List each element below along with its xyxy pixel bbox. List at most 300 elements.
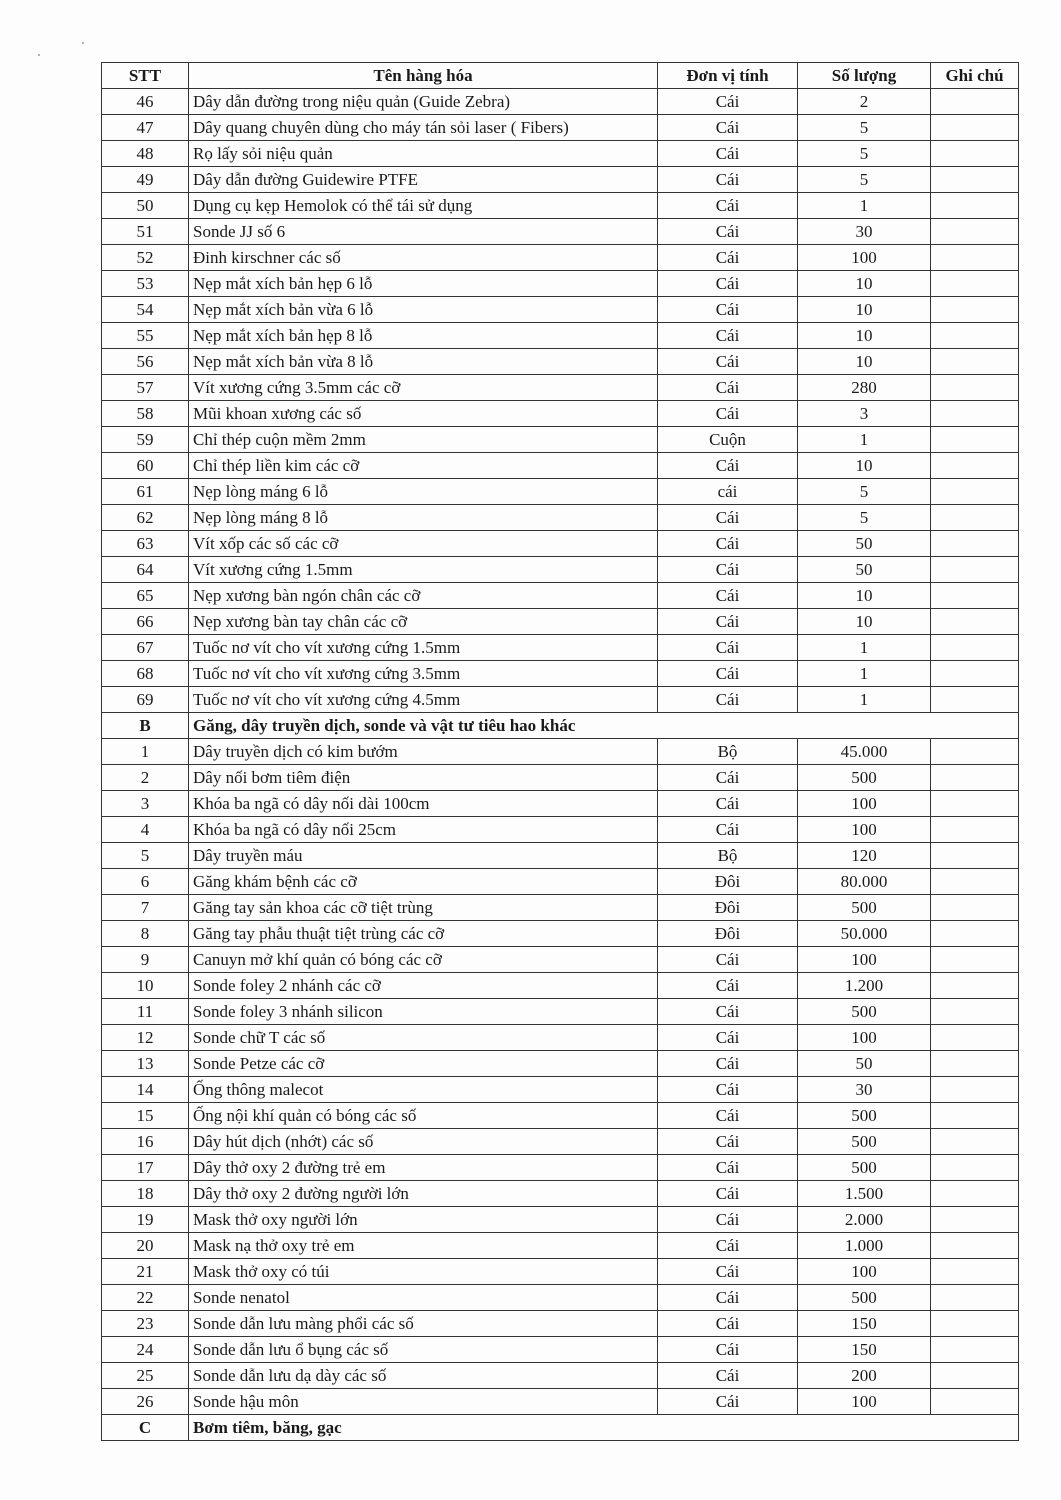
cell-name: Dây hút dịch (nhớt) các số: [189, 1129, 658, 1155]
table-row: [102, 271, 1019, 297]
cell-qty: 50: [798, 1051, 931, 1077]
table-row: [102, 739, 1019, 765]
cell-qty: 1: [798, 687, 931, 713]
cell-name: Mask thở oxy người lớn: [189, 1207, 658, 1233]
cell-stt: 3: [102, 791, 189, 817]
table-row: [102, 1285, 1019, 1311]
cell-name: Dây truyền máu: [189, 843, 658, 869]
cell-stt: 10: [102, 973, 189, 999]
cell-stt: 65: [102, 583, 189, 609]
cell-stt: 24: [102, 1337, 189, 1363]
cell-stt: 50: [102, 193, 189, 219]
cell-name: Ống thông malecot: [189, 1077, 658, 1103]
cell-unit: Cái: [658, 531, 798, 557]
cell-qty: 10: [798, 583, 931, 609]
table-row: [102, 505, 1019, 531]
cell-qty: 2.000: [798, 1207, 931, 1233]
cell-unit: Cái: [658, 1233, 798, 1259]
cell-stt: 68: [102, 661, 189, 687]
cell-unit: Đôi: [658, 895, 798, 921]
cell-unit: Cái: [658, 1337, 798, 1363]
cell-unit: Cái: [658, 609, 798, 635]
cell-note: [931, 505, 1019, 531]
table-row: [102, 453, 1019, 479]
cell-name: Găng khám bệnh các cỡ: [189, 869, 658, 895]
cell-qty: 1: [798, 635, 931, 661]
cell-name: Dây thở oxy 2 đường trẻ em: [189, 1155, 658, 1181]
cell-qty: 10: [798, 323, 931, 349]
table-row: [102, 791, 1019, 817]
cell-name: Nẹp mắt xích bản hẹp 8 lỗ: [189, 323, 658, 349]
cell-name: Vít xương cứng 1.5mm: [189, 557, 658, 583]
cell-note: [931, 791, 1019, 817]
cell-qty: 45.000: [798, 739, 931, 765]
cell-stt: 5: [102, 843, 189, 869]
cell-unit: Cái: [658, 323, 798, 349]
cell-unit: Cái: [658, 193, 798, 219]
section-title: Găng, dây truyền dịch, sonde và vật tư tiêu hao khác: [189, 713, 1019, 739]
cell-stt: 56: [102, 349, 189, 375]
table-row: [102, 479, 1019, 505]
cell-stt: 25: [102, 1363, 189, 1389]
cell-stt: 67: [102, 635, 189, 661]
cell-stt: 9: [102, 947, 189, 973]
table-row: [102, 1207, 1019, 1233]
cell-qty: 500: [798, 1129, 931, 1155]
table-row: [102, 531, 1019, 557]
cell-note: [931, 869, 1019, 895]
cell-unit: cái: [658, 479, 798, 505]
cell-qty: 30: [798, 219, 931, 245]
cell-note: [931, 765, 1019, 791]
cell-stt: 18: [102, 1181, 189, 1207]
cell-note: [931, 947, 1019, 973]
cell-qty: 10: [798, 349, 931, 375]
cell-note: [931, 1363, 1019, 1389]
cell-note: [931, 271, 1019, 297]
cell-qty: 500: [798, 999, 931, 1025]
cell-unit: Cái: [658, 297, 798, 323]
cell-stt: 22: [102, 1285, 189, 1311]
table-row: [102, 687, 1019, 713]
cell-name: Dây dẫn đường trong niệu quản (Guide Zebra): [189, 89, 658, 115]
cell-qty: 100: [798, 817, 931, 843]
cell-qty: 500: [798, 1285, 931, 1311]
header-unit: Đơn vị tính: [658, 63, 798, 89]
cell-qty: 280: [798, 375, 931, 401]
header-name: Tên hàng hóa: [189, 63, 658, 89]
cell-unit: Cái: [658, 167, 798, 193]
cell-name: Sonde nenatol: [189, 1285, 658, 1311]
cell-unit: Cái: [658, 245, 798, 271]
cell-unit: Cái: [658, 1181, 798, 1207]
cell-note: [931, 739, 1019, 765]
cell-note: [931, 1155, 1019, 1181]
table-body: [102, 89, 1019, 1441]
cell-qty: 5: [798, 505, 931, 531]
cell-unit: Cái: [658, 453, 798, 479]
cell-name: Tuốc nơ vít cho vít xương cứng 1.5mm: [189, 635, 658, 661]
cell-unit: Cái: [658, 1285, 798, 1311]
table-row: [102, 895, 1019, 921]
cell-note: [931, 323, 1019, 349]
cell-stt: 58: [102, 401, 189, 427]
cell-stt: 66: [102, 609, 189, 635]
cell-qty: 500: [798, 1155, 931, 1181]
cell-note: [931, 609, 1019, 635]
cell-name: Dây quang chuyên dùng cho máy tán sỏi laser ( Fibers): [189, 115, 658, 141]
cell-name: Chỉ thép cuộn mềm 2mm: [189, 427, 658, 453]
cell-stt: 47: [102, 115, 189, 141]
cell-qty: 3: [798, 401, 931, 427]
cell-qty: 1: [798, 661, 931, 687]
cell-note: [931, 531, 1019, 557]
cell-stt: 55: [102, 323, 189, 349]
cell-unit: Đôi: [658, 921, 798, 947]
cell-stt: 19: [102, 1207, 189, 1233]
cell-name: Sonde chữ T các số: [189, 1025, 658, 1051]
cell-stt: 49: [102, 167, 189, 193]
table-row: [102, 427, 1019, 453]
table-row: [102, 765, 1019, 791]
cell-qty: 100: [798, 1025, 931, 1051]
cell-name: Dây thở oxy 2 đường người lớn: [189, 1181, 658, 1207]
cell-unit: Bộ: [658, 843, 798, 869]
cell-qty: 500: [798, 1103, 931, 1129]
table-row: [102, 921, 1019, 947]
cell-stt: 16: [102, 1129, 189, 1155]
cell-unit: Cái: [658, 1077, 798, 1103]
cell-stt: 7: [102, 895, 189, 921]
cell-note: [931, 895, 1019, 921]
items-table: [101, 62, 1019, 1441]
cell-unit: Cái: [658, 505, 798, 531]
table-row: [102, 1259, 1019, 1285]
cell-name: Sonde dẫn lưu ổ bụng các số: [189, 1337, 658, 1363]
cell-stt: 14: [102, 1077, 189, 1103]
cell-name: Sonde JJ số 6: [189, 219, 658, 245]
cell-name: Sonde foley 3 nhánh silicon: [189, 999, 658, 1025]
cell-note: [931, 635, 1019, 661]
cell-note: [931, 1337, 1019, 1363]
cell-note: [931, 843, 1019, 869]
cell-unit: Cái: [658, 765, 798, 791]
table-row: [102, 401, 1019, 427]
cell-stt: 59: [102, 427, 189, 453]
table-row: [102, 609, 1019, 635]
cell-unit: Cái: [658, 1311, 798, 1337]
table-row: [102, 999, 1019, 1025]
cell-name: Sonde dẫn lưu màng phổi các số: [189, 1311, 658, 1337]
cell-stt: 1: [102, 739, 189, 765]
cell-unit: Cái: [658, 947, 798, 973]
cell-note: [931, 1103, 1019, 1129]
cell-name: Nẹp lòng máng 6 lỗ: [189, 479, 658, 505]
cell-name: Nẹp xương bàn tay chân các cỡ: [189, 609, 658, 635]
scan-speck: [82, 42, 84, 44]
cell-name: Chỉ thép liền kim các cỡ: [189, 453, 658, 479]
cell-stt: 53: [102, 271, 189, 297]
cell-name: Nẹp xương bàn ngón chân các cỡ: [189, 583, 658, 609]
cell-note: [931, 817, 1019, 843]
section-row: [102, 713, 1019, 739]
cell-stt: 64: [102, 557, 189, 583]
cell-name: Ống nội khí quản có bóng các số: [189, 1103, 658, 1129]
cell-note: [931, 1389, 1019, 1415]
cell-qty: 100: [798, 947, 931, 973]
cell-name: Mask nạ thở oxy trẻ em: [189, 1233, 658, 1259]
cell-qty: 1.000: [798, 1233, 931, 1259]
cell-qty: 5: [798, 479, 931, 505]
table-row: [102, 323, 1019, 349]
cell-name: Sonde hậu môn: [189, 1389, 658, 1415]
cell-unit: Cái: [658, 401, 798, 427]
table-row: [102, 635, 1019, 661]
cell-name: Khóa ba ngã có dây nối 25cm: [189, 817, 658, 843]
cell-note: [931, 999, 1019, 1025]
table-row: [102, 817, 1019, 843]
cell-note: [931, 219, 1019, 245]
cell-unit: Bộ: [658, 739, 798, 765]
cell-unit: Cái: [658, 973, 798, 999]
cell-unit: Cái: [658, 1389, 798, 1415]
header-qty: Số lượng: [798, 63, 931, 89]
cell-name: Tuốc nơ vít cho vít xương cứng 3.5mm: [189, 661, 658, 687]
table-row: [102, 661, 1019, 687]
cell-unit: Cuộn: [658, 427, 798, 453]
table-row: [102, 843, 1019, 869]
cell-qty: 100: [798, 1389, 931, 1415]
table-row: [102, 193, 1019, 219]
cell-qty: 1.200: [798, 973, 931, 999]
cell-note: [931, 167, 1019, 193]
cell-note: [931, 1129, 1019, 1155]
cell-stt: 8: [102, 921, 189, 947]
cell-qty: 5: [798, 167, 931, 193]
cell-note: [931, 1259, 1019, 1285]
cell-note: [931, 375, 1019, 401]
cell-qty: 1.500: [798, 1181, 931, 1207]
table-row: [102, 1155, 1019, 1181]
section-code: B: [102, 713, 189, 739]
table-row: [102, 1181, 1019, 1207]
cell-name: Dây truyền dịch có kim bướm: [189, 739, 658, 765]
cell-stt: 6: [102, 869, 189, 895]
cell-stt: 69: [102, 687, 189, 713]
cell-qty: 5: [798, 141, 931, 167]
cell-qty: 100: [798, 791, 931, 817]
header-note: Ghi chú: [931, 63, 1019, 89]
cell-note: [931, 349, 1019, 375]
cell-unit: Cái: [658, 1207, 798, 1233]
cell-stt: 2: [102, 765, 189, 791]
cell-name: Dụng cụ kẹp Hemolok có thể tái sử dụng: [189, 193, 658, 219]
cell-unit: Cái: [658, 1103, 798, 1129]
table-row: [102, 89, 1019, 115]
cell-note: [931, 401, 1019, 427]
cell-note: [931, 1051, 1019, 1077]
scan-speck: [38, 54, 40, 56]
cell-name: Mũi khoan xương các số: [189, 401, 658, 427]
cell-qty: 10: [798, 271, 931, 297]
cell-note: [931, 661, 1019, 687]
table-row: [102, 1311, 1019, 1337]
cell-stt: 12: [102, 1025, 189, 1051]
cell-note: [931, 583, 1019, 609]
table-row: [102, 1389, 1019, 1415]
cell-unit: Cái: [658, 817, 798, 843]
cell-name: Vít xốp các số các cỡ: [189, 531, 658, 557]
cell-qty: 80.000: [798, 869, 931, 895]
cell-unit: Cái: [658, 583, 798, 609]
cell-note: [931, 973, 1019, 999]
cell-stt: 52: [102, 245, 189, 271]
cell-qty: 500: [798, 765, 931, 791]
cell-name: Rọ lấy sỏi niệu quản: [189, 141, 658, 167]
cell-stt: 13: [102, 1051, 189, 1077]
table-row: [102, 245, 1019, 271]
table-row: [102, 297, 1019, 323]
table-row: [102, 1077, 1019, 1103]
cell-unit: Cái: [658, 1129, 798, 1155]
cell-name: Canuyn mở khí quản có bóng các cỡ: [189, 947, 658, 973]
cell-qty: 1: [798, 193, 931, 219]
cell-stt: 17: [102, 1155, 189, 1181]
cell-unit: Cái: [658, 791, 798, 817]
cell-name: Sonde foley 2 nhánh các cỡ: [189, 973, 658, 999]
cell-stt: 20: [102, 1233, 189, 1259]
cell-unit: Cái: [658, 635, 798, 661]
cell-qty: 500: [798, 895, 931, 921]
section-row: [102, 1415, 1019, 1441]
table-row: [102, 947, 1019, 973]
table-row: [102, 1025, 1019, 1051]
cell-unit: Cái: [658, 219, 798, 245]
table-row: [102, 557, 1019, 583]
table-row: [102, 1233, 1019, 1259]
cell-note: [931, 427, 1019, 453]
cell-note: [931, 1181, 1019, 1207]
cell-name: Nẹp mắt xích bản vừa 8 lỗ: [189, 349, 658, 375]
cell-note: [931, 453, 1019, 479]
table-row: [102, 141, 1019, 167]
cell-name: Khóa ba ngã có dây nối dài 100cm: [189, 791, 658, 817]
cell-unit: Cái: [658, 115, 798, 141]
cell-qty: 10: [798, 609, 931, 635]
table-row: [102, 349, 1019, 375]
table-row: [102, 973, 1019, 999]
cell-qty: 10: [798, 453, 931, 479]
table-row: [102, 115, 1019, 141]
cell-stt: 57: [102, 375, 189, 401]
cell-stt: 48: [102, 141, 189, 167]
table-row: [102, 1129, 1019, 1155]
cell-stt: 26: [102, 1389, 189, 1415]
cell-note: [931, 115, 1019, 141]
cell-note: [931, 557, 1019, 583]
cell-note: [931, 245, 1019, 271]
cell-stt: 51: [102, 219, 189, 245]
cell-unit: Đôi: [658, 869, 798, 895]
cell-unit: Cái: [658, 89, 798, 115]
cell-stt: 54: [102, 297, 189, 323]
cell-stt: 11: [102, 999, 189, 1025]
cell-stt: 62: [102, 505, 189, 531]
cell-qty: 5: [798, 115, 931, 141]
cell-qty: 150: [798, 1311, 931, 1337]
cell-unit: Cái: [658, 1259, 798, 1285]
cell-note: [931, 921, 1019, 947]
cell-unit: Cái: [658, 1363, 798, 1389]
cell-name: Sonde Petze các cỡ: [189, 1051, 658, 1077]
cell-name: Dây dẫn đường Guidewire PTFE: [189, 167, 658, 193]
cell-name: Găng tay sản khoa các cỡ tiệt trùng: [189, 895, 658, 921]
header-stt: STT: [102, 63, 189, 89]
cell-stt: 60: [102, 453, 189, 479]
cell-qty: 120: [798, 843, 931, 869]
cell-stt: 4: [102, 817, 189, 843]
cell-name: Găng tay phẫu thuật tiệt trùng các cỡ: [189, 921, 658, 947]
cell-note: [931, 479, 1019, 505]
cell-qty: 100: [798, 245, 931, 271]
table-header-row: [102, 63, 1019, 89]
cell-note: [931, 1025, 1019, 1051]
cell-name: Dây nối bơm tiêm điện: [189, 765, 658, 791]
cell-qty: 50.000: [798, 921, 931, 947]
table-row: [102, 219, 1019, 245]
table-row: [102, 869, 1019, 895]
cell-name: Nẹp lòng máng 8 lỗ: [189, 505, 658, 531]
cell-note: [931, 1233, 1019, 1259]
cell-qty: 200: [798, 1363, 931, 1389]
cell-stt: 46: [102, 89, 189, 115]
cell-unit: Cái: [658, 141, 798, 167]
cell-note: [931, 1311, 1019, 1337]
cell-note: [931, 1285, 1019, 1311]
cell-stt: 23: [102, 1311, 189, 1337]
cell-note: [931, 1207, 1019, 1233]
cell-unit: Cái: [658, 999, 798, 1025]
cell-name: Tuốc nơ vít cho vít xương cứng 4.5mm: [189, 687, 658, 713]
cell-qty: 2: [798, 89, 931, 115]
cell-stt: 63: [102, 531, 189, 557]
table-row: [102, 375, 1019, 401]
cell-unit: Cái: [658, 1025, 798, 1051]
cell-qty: 1: [798, 427, 931, 453]
cell-unit: Cái: [658, 375, 798, 401]
cell-note: [931, 687, 1019, 713]
cell-qty: 150: [798, 1337, 931, 1363]
cell-unit: Cái: [658, 557, 798, 583]
cell-unit: Cái: [658, 1155, 798, 1181]
cell-unit: Cái: [658, 271, 798, 297]
cell-qty: 100: [798, 1259, 931, 1285]
table-row: [102, 583, 1019, 609]
cell-qty: 10: [798, 297, 931, 323]
table-row: [102, 1363, 1019, 1389]
cell-note: [931, 89, 1019, 115]
cell-unit: Cái: [658, 661, 798, 687]
section-title: Bơm tiêm, băng, gạc: [189, 1415, 1019, 1441]
cell-note: [931, 141, 1019, 167]
cell-note: [931, 297, 1019, 323]
cell-stt: 15: [102, 1103, 189, 1129]
table-row: [102, 1051, 1019, 1077]
cell-name: Đinh kirschner các số: [189, 245, 658, 271]
cell-stt: 21: [102, 1259, 189, 1285]
cell-name: Vít xương cứng 3.5mm các cỡ: [189, 375, 658, 401]
cell-name: Mask thở oxy có túi: [189, 1259, 658, 1285]
